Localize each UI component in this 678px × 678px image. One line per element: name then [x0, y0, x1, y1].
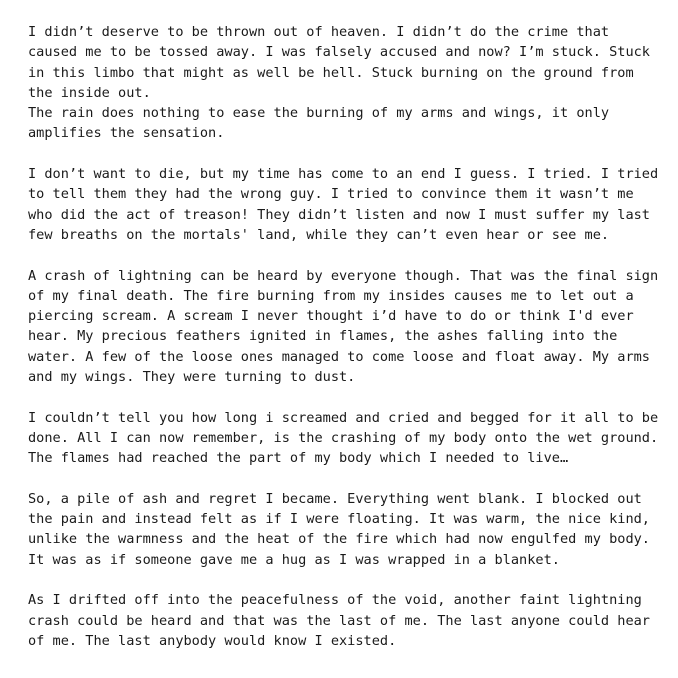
text-line: in this limbo that might as well be hell. Stuck burning on the ground from [28, 64, 634, 81]
paragraph [28, 266, 668, 388]
text-line: who did the act of treason! They didn’t listen and now I must suffer my last [28, 206, 650, 223]
text-line: the pain and instead felt as if I were floating. It was warm, the nice kind, [28, 511, 650, 528]
paragraph [28, 164, 668, 245]
text-line: piercing scream. A scream I never thought i’d have to do or think I'd ever [28, 308, 634, 325]
paragraph [28, 489, 668, 570]
text-line: to tell them they had the wrong guy. I tried to convince them it wasn’t me [28, 186, 634, 203]
text-line: of my final death. The fire burning from my insides causes me to let out a [28, 287, 634, 304]
text-line: I couldn’t tell you how long i screamed and cried and begged for it all to be [28, 409, 659, 426]
text-line: A crash of lightning can be heard by everyone though. That was the final sign [28, 267, 659, 284]
text-line: unlike the warmness and the heat of the fire which had now engulfed my body. [28, 531, 650, 548]
text-line: The rain does nothing to ease the burning of my arms and wings, it only [28, 105, 610, 122]
paragraph [28, 408, 668, 469]
text-line: few breaths on the mortals' land, while they can’t even hear or see me. [28, 226, 610, 243]
text-line: hear. My precious feathers ignited in flames, the ashes falling into the [28, 328, 618, 345]
text-line: of me. The last anybody would know I existed. [28, 632, 397, 649]
text-line: crash could be heard and that was the last of me. The last anyone could hear [28, 612, 650, 629]
text-line: done. All I can now remember, is the crashing of my body onto the wet ground. [28, 429, 659, 446]
text-line: I didn’t deserve to be thrown out of heaven. I didn’t do the crime that [28, 24, 610, 40]
text-line: water. A few of the loose ones managed to come loose and float away. My arms [28, 348, 650, 365]
text-line: As I drifted off into the peacefulness of the void, another faint lightning [28, 592, 642, 609]
text-line: the inside out. [28, 84, 151, 101]
text-line: It was as if someone gave me a hug as I was wrapped in a blanket. [28, 551, 560, 568]
paragraph [28, 590, 668, 651]
text-line: and my wings. They were turning to dust. [28, 369, 356, 386]
text-line: I don’t want to die, but my time has come to an end I guess. I tried. I tried [28, 166, 659, 183]
text-line: amplifies the sensation. [28, 125, 225, 142]
text-line: caused me to be tossed away. I was falsely accused and now? I’m stuck. Stuck [28, 44, 650, 61]
story-document [28, 22, 668, 672]
text-line: So, a pile of ash and regret I became. Everything went blank. I blocked out [28, 490, 642, 507]
paragraph [28, 22, 668, 144]
text-line: The flames had reached the part of my body which I needed to live… [28, 450, 569, 467]
